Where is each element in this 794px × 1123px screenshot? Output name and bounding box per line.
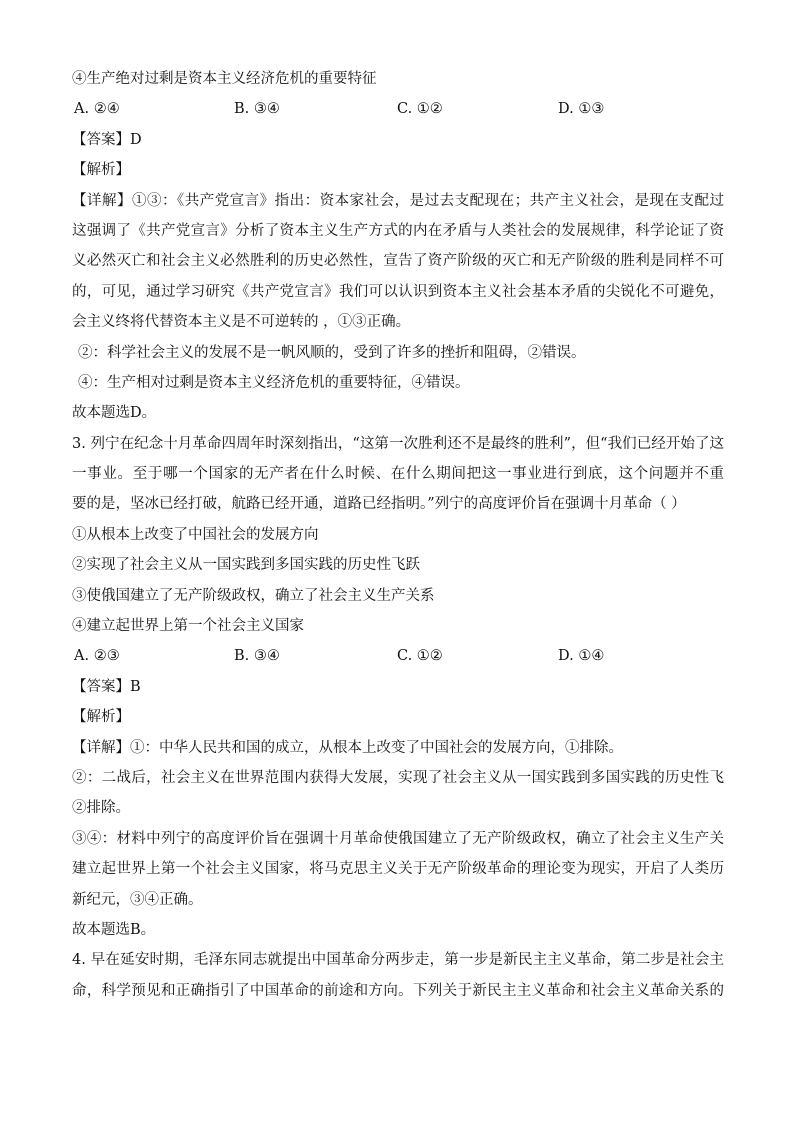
- q3-item: ④建立起世界上第一个社会主义国家: [72, 618, 304, 635]
- q3-conclusion: 故本题选B。: [72, 921, 156, 938]
- q3-stem-line: 要的是，坚冰已经打破，航路已经开通，道路已经指明。”列宁的高度评价旨在强调十月革命（ ）: [72, 496, 686, 513]
- q3-choice-a: A. ②③: [74, 648, 120, 665]
- q4-stem-line: 4. 早在延安时期，毛泽东同志就提出中国革命分两步走，第一步是新民主主义革命，第二步是社会主: [72, 952, 724, 969]
- q3-item: ①从根本上改变了中国社会的发展方向: [72, 526, 319, 543]
- q2-choice-c: C. ①②: [397, 101, 443, 118]
- q2-answer-label: 【答案】D: [72, 131, 142, 148]
- q2-analysis-label: 【解析】: [72, 162, 130, 179]
- q3-item: ③使俄国建立了无产阶级政权，确立了社会主义生产关系: [72, 587, 435, 604]
- q2-detail-line: 义必然灭亡和社会主义必然胜利的历史必然性，宣告了资产阶级的灭亡和无产阶级的胜利是同样不可: [72, 253, 724, 270]
- q3-item: ②实现了社会主义从一国实践到多国实践的历史性飞跃: [72, 557, 420, 574]
- q3-stem-line: 一事业。至于哪一个国家的无产者在什么时候、在什么期间把这一事业进行到底，这个问题并不重: [72, 466, 724, 483]
- q3-choice-c: C. ①②: [397, 648, 443, 665]
- q2-conclusion: 故本题选D。: [72, 405, 157, 422]
- q3-detail-line: ②排除。: [72, 800, 130, 817]
- q2-point-4: ④：生产相对过剩是资本主义经济危机的重要特征，④错误。: [78, 374, 470, 391]
- q3-answer-label: 【答案】B: [72, 678, 141, 695]
- document-page: [72, 64, 724, 1006]
- q2-detail-line: 会主义终将代替资本主义是不可逆转的 ，①③正确。: [72, 314, 411, 331]
- q2-choice-d: D. ①③: [558, 101, 605, 118]
- q3-detail-line: ②：二战后，社会主义在世界范围内获得大发展，实现了社会主义从一国实践到多国实践的历史性飞: [72, 769, 724, 786]
- q3-detail-line: 【详解】①：中华人民共和国的成立，从根本上改变了中国社会的发展方向，①排除。: [72, 739, 623, 756]
- q3-detail-line: 新纪元，③④正确。: [72, 891, 203, 908]
- q2-detail-line: 这强调了《共产党宣言》分析了资本主义生产方式的内在矛盾与人类社会的发展规律，科学论证了资: [72, 222, 724, 239]
- q4-stem-line: 命，科学预见和正确指引了中国革命的前途和方向。下列关于新民主主义革命和社会主义革命关系的: [72, 982, 724, 999]
- q2-choice-b: B. ③④: [234, 101, 280, 118]
- q2-point-2: ②：科学社会主义的发展不是一帆风顺的，受到了许多的挫折和阻碍，②错误。: [78, 344, 586, 361]
- q2-option-item-4: ④生产绝对过剩是资本主义经济危机的重要特征: [72, 71, 377, 87]
- q3-analysis-label: 【解析】: [72, 709, 130, 726]
- q2-detail-line: 的，可见，通过学习研究《共产党宣言》我们可以认识到资本主义社会基本矛盾的尖锐化不可避免，: [72, 283, 724, 300]
- q3-detail-line: ③④：材料中列宁的高度评价旨在强调十月革命使俄国建立了无产阶级政权，确立了社会主义生产关: [72, 830, 724, 847]
- q3-choices: [72, 641, 724, 671]
- q2-detail-line: 【详解】①③：《共产党宣言》指出：资本家社会，是过去支配现在；共产主义社会，是现在支配过: [72, 192, 724, 209]
- q3-stem-line: 3. 列宁在纪念十月革命四周年时深刻指出，“这第一次胜利还不是最终的胜利”，但“我们已经开始了这: [72, 435, 724, 452]
- q3-choice-d: D. ①④: [558, 648, 605, 665]
- q3-choice-b: B. ③④: [234, 648, 280, 665]
- q2-choices: [72, 94, 724, 124]
- q2-choice-a: A. ②④: [74, 101, 120, 118]
- q3-detail-line: 建立起世界上第一个社会主义国家，将马克思主义关于无产阶级革命的理论变为现实，开启了人类历: [72, 861, 724, 878]
